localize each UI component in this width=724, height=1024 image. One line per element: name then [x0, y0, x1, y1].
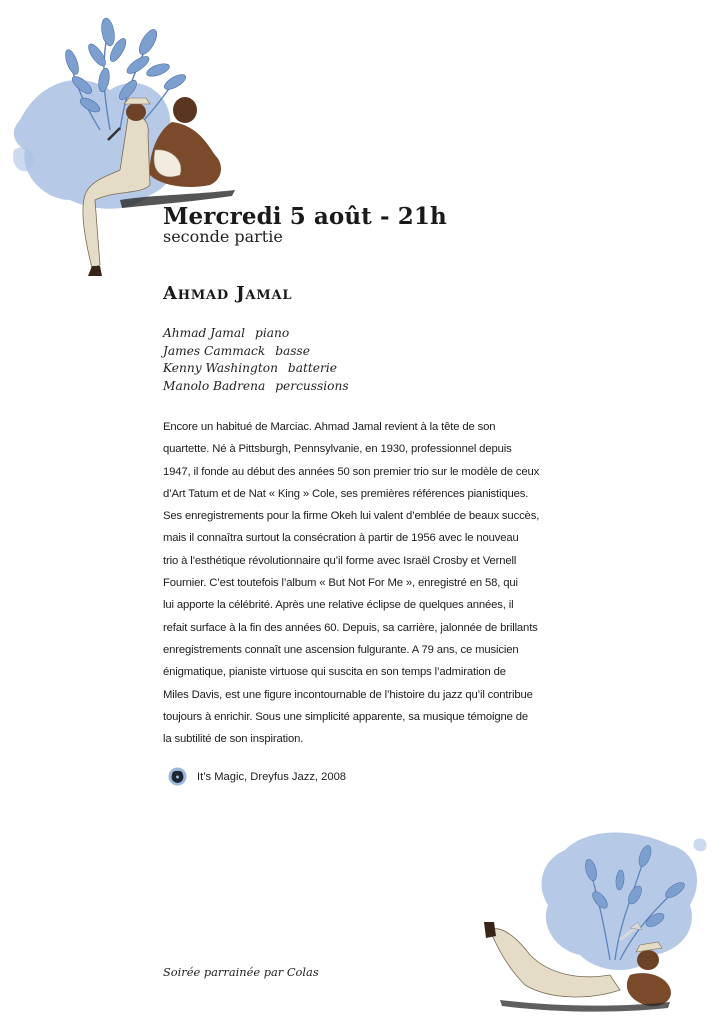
bio-line: quartette. Né à Pittsburgh, Pennsylvanie, en 1930, professionnel depuis	[163, 443, 512, 456]
lineup-row	[163, 360, 349, 378]
musician-instrument: percussions	[275, 378, 349, 393]
bio-line: d’Art Tatum et de Nat « King » Cole, ses premières références pianistiques.	[163, 487, 529, 500]
musician-name: Kenny Washington	[163, 361, 278, 375]
bio-line: refait surface à la fin des années 60. Depuis, sa carrière, jalonnée de brillants	[163, 621, 538, 634]
musician-instrument: piano	[255, 326, 290, 340]
lineup-row	[163, 378, 349, 396]
event-subtitle: seconde partie	[163, 227, 283, 246]
album-text: It’s Magic, Dreyfus Jazz, 2008	[197, 770, 347, 783]
event-date-time: Mercredi 5 août - 21h	[163, 203, 447, 230]
artist-biography	[163, 416, 540, 750]
album-reference	[168, 767, 346, 786]
bio-line: trio à l’esthétique révolutionnaire qu’il forme avec Israël Crosby et Vernell	[163, 554, 517, 567]
bio-line: Encore un habitué de Marciac. Ahmad Jamal revient à la tête de son	[163, 421, 496, 433]
lineup-row	[163, 343, 349, 361]
trumpeter-illustration-bottom	[470, 810, 724, 1024]
sponsor-note: Soirée parrainée par Colas	[163, 965, 319, 979]
bio-line: 1947, il fonde au début des années 50 son premier trio sur le modèle de ceux	[163, 465, 540, 478]
musician-name: Ahmad Jamal	[163, 326, 246, 340]
band-lineup	[163, 325, 349, 395]
bio-line: lui apporte la célébrité. Après une relative éclipse de quelques années, il	[163, 599, 514, 612]
lineup-row	[163, 325, 349, 343]
bio-line: énigmatique, pianiste virtuose qui suscita en son temps l’admiration de	[163, 666, 506, 679]
bio-line: Ses enregistrements pour la firme Okeh lui valent d’emblée de beaux succès,	[163, 510, 540, 523]
bio-line: mais il connaîtra surtout la consécration à partir de 1956 avec le nouveau	[163, 532, 519, 545]
musicians-illustration-top	[0, 0, 260, 290]
bio-line: Fournier. C’est toutefois l’album « But Not For Me », enregistré en 58, qui	[163, 577, 518, 590]
bio-line: Miles Davis, est une figure incontournable de l’histoire du jazz qu’il contribue	[163, 688, 533, 701]
musician-name: Manolo Badrena	[163, 378, 266, 393]
musician-name: James Cammack	[163, 343, 266, 358]
musician-instrument: batterie	[287, 361, 337, 375]
bio-line: enregistrements connaît une ascension fulgurante. A 79 ans, ce musicien	[163, 643, 519, 656]
event-header	[163, 204, 563, 246]
bio-line: toujours à enrichir. Sous une simplicité apparente, sa musique témoigne de	[163, 710, 529, 723]
cd-disc-icon	[168, 767, 187, 786]
musician-instrument: basse	[275, 343, 311, 358]
artist-name: Ahmad Jamal	[163, 283, 293, 304]
bio-line: la subtilité de son inspiration.	[163, 733, 304, 746]
